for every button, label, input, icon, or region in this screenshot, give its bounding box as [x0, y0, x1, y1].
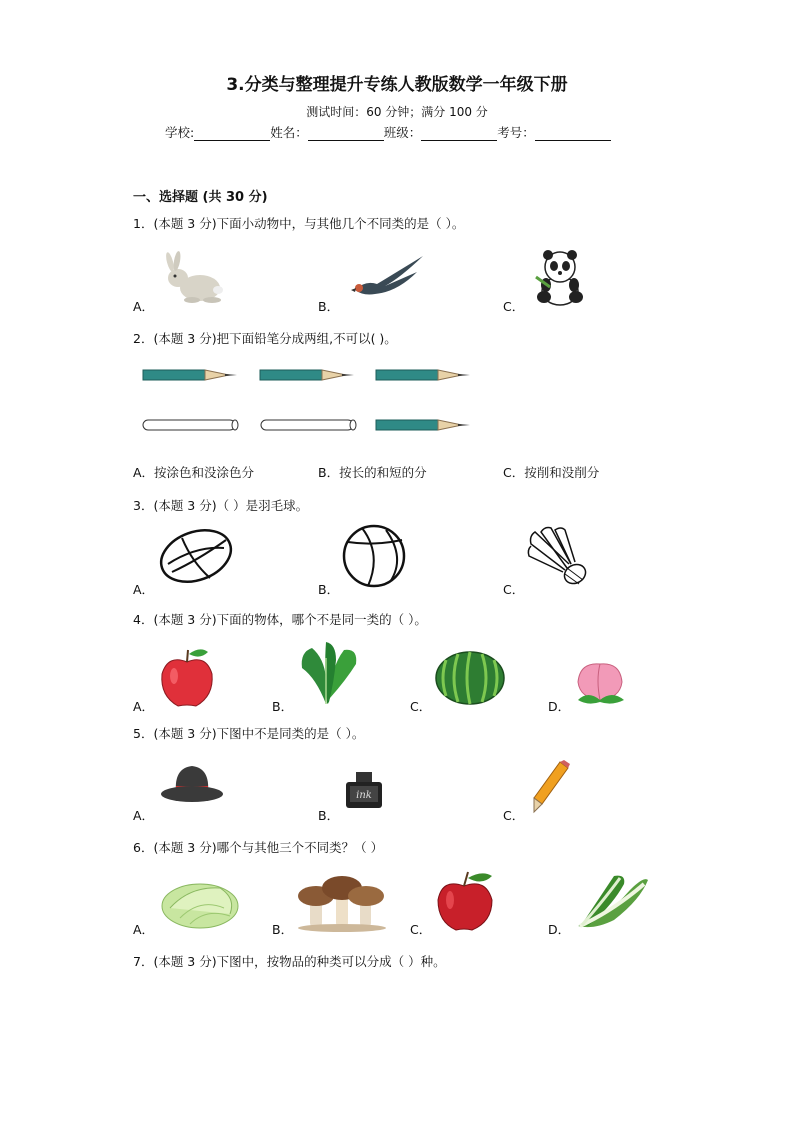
question-1: 1．(本题 3 分)下面小动物中，与其他几个不同类的是（ ）。 — [133, 216, 465, 231]
ink-bottle-icon — [342, 770, 386, 810]
blank-pencil-icon — [141, 418, 241, 432]
watermelon-icon — [434, 650, 506, 706]
pencil-icon — [376, 368, 472, 382]
q1-option-a[interactable]: A． — [133, 299, 155, 314]
basketball-icon — [340, 524, 408, 588]
q3-option-a[interactable]: A． — [133, 582, 155, 597]
question-3: 3．(本题 3 分)（ ）是羽毛球。 — [133, 498, 309, 513]
q6-option-c[interactable]: C． — [410, 922, 432, 937]
question-5: 5．(本题 3 分)下图中不是同类的是（ ）。 — [133, 726, 365, 741]
pencil-icon — [260, 368, 356, 382]
exam-no-blank[interactable] — [535, 127, 611, 141]
cabbage-icon — [160, 878, 240, 930]
exam-no-label: 考号： — [497, 125, 535, 140]
pencil-icon — [376, 418, 472, 432]
section-title: 一、选择题 (共 30 分) — [133, 190, 268, 205]
school-label: 学校: — [165, 125, 195, 140]
q6-option-d[interactable]: D． — [548, 922, 571, 937]
q2-option-b[interactable]: B．按长的和短的分 — [318, 465, 427, 480]
lettuce-icon — [574, 870, 650, 930]
swallow-icon — [345, 250, 425, 302]
peach-icon — [572, 656, 628, 706]
apple-icon — [434, 870, 496, 932]
spinach-icon — [296, 638, 360, 706]
q6-option-a[interactable]: A． — [133, 922, 155, 937]
rabbit-icon — [162, 252, 226, 304]
q5-option-a[interactable]: A． — [133, 808, 155, 823]
mushroom-icon — [296, 872, 388, 932]
q4-option-a[interactable]: A． — [133, 699, 155, 714]
q4-option-d[interactable]: D． — [548, 699, 571, 714]
student-info-line — [165, 123, 611, 141]
q1-option-c[interactable]: C． — [503, 299, 525, 314]
test-info: 测试时间：60 分钟；满分 100 分 — [306, 105, 488, 119]
q5-option-b[interactable]: B． — [318, 808, 340, 823]
blank-pencil-icon — [259, 418, 359, 432]
ink-label: ink — [356, 790, 372, 801]
question-7: 7．(本题 3 分)下图中，按物品的种类可以分成（ ）种。 — [133, 954, 446, 969]
class-blank[interactable] — [421, 127, 497, 141]
panda-icon — [530, 247, 590, 307]
q4-option-c[interactable]: C． — [410, 699, 432, 714]
pencil-icon — [530, 760, 570, 814]
q2-option-a[interactable]: A．按涂色和没涂色分 — [133, 465, 255, 480]
question-2: 2．(本题 3 分)把下面铅笔分成两组,不可以( )。 — [133, 331, 397, 346]
hat-icon — [160, 764, 224, 806]
question-6: 6．(本题 3 分)哪个与其他三个不同类？（ ） — [133, 840, 384, 855]
q3-option-b[interactable]: B． — [318, 582, 340, 597]
question-4: 4．(本题 3 分)下面的物体，哪个不是同一类的（ ）。 — [133, 612, 427, 627]
pencil-icon — [143, 368, 239, 382]
q5-option-c[interactable]: C． — [503, 808, 525, 823]
q1-option-b[interactable]: B． — [318, 299, 340, 314]
rugby-ball-icon — [158, 526, 234, 586]
apple-icon — [158, 646, 216, 708]
class-label: 班级： — [383, 125, 422, 140]
q2-option-c[interactable]: C．按削和没削分 — [503, 465, 600, 480]
page-title: 3.分类与整理提升专练人教版数学一年级下册 — [226, 75, 568, 95]
shuttlecock-icon — [525, 526, 591, 588]
q4-option-b[interactable]: B． — [272, 699, 294, 714]
q3-option-c[interactable]: C． — [503, 582, 525, 597]
name-blank[interactable] — [308, 127, 384, 141]
q6-option-b[interactable]: B． — [272, 922, 294, 937]
name-label: 姓名： — [270, 125, 308, 140]
school-blank[interactable] — [194, 127, 270, 141]
